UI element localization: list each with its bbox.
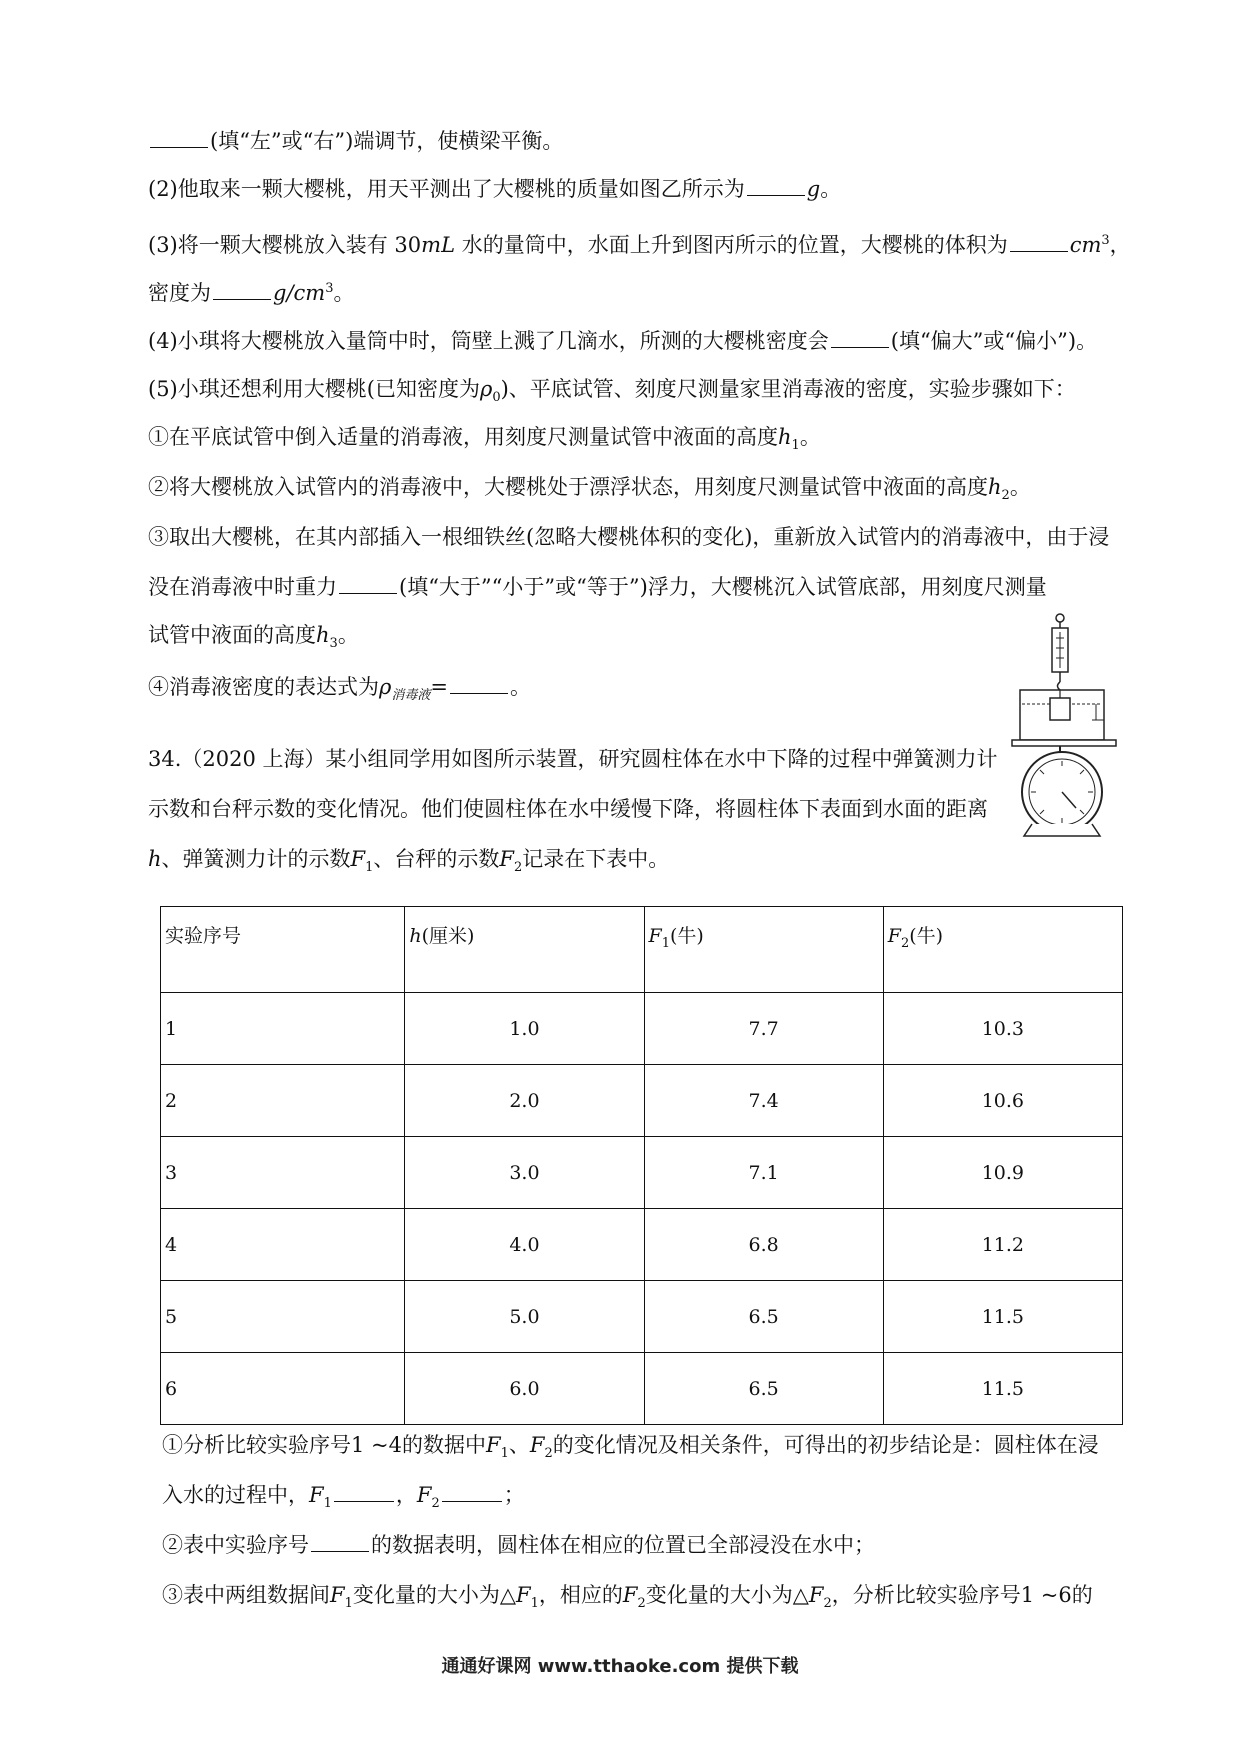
- table-cell: 7.7: [644, 993, 883, 1065]
- table-cell: 10.6: [883, 1065, 1122, 1137]
- question-33-step-3-cont: 没在消毒液中时重力 (填“大于”“小于”或“等于”)浮力，大樱桃沉入试管底部，用刻度尺测量: [148, 575, 1047, 599]
- table-row: [161, 1281, 1123, 1353]
- table-cell: 11.2: [883, 1209, 1122, 1281]
- table-cell: 6.8: [644, 1209, 883, 1281]
- question-34-item-3: ③表中两组数据间$F_1$变化量的大小为$\triangle F_1$，相应的$F_2$变化量的大小为$\triangle F_2$，分析比较实验序号1 ~6的: [162, 1583, 1093, 1612]
- table-cell: 5.0: [405, 1281, 644, 1353]
- header-cell: h(厘米): [405, 907, 644, 993]
- question-34-line-1: 34.（2020 上海）某小组同学用如图所示装置，研究圆柱体在水中下降的过程中弹簧测力计: [148, 747, 998, 771]
- question-33-step-1: ①在平底试管中倒入适量的消毒液，用刻度尺测量试管中液面的高度$h_1$。: [148, 425, 821, 454]
- question-33-line-1: (填“左”或“右”)端调节，使横梁平衡。: [148, 126, 563, 156]
- question-33-step-4: ④消毒液密度的表达式为$\rho_{消毒液}=$ 。: [148, 675, 531, 704]
- table-row: [161, 1209, 1123, 1281]
- table-cell: 7.1: [644, 1137, 883, 1209]
- table-cell: 11.5: [883, 1281, 1122, 1353]
- question-34-line-3: h、弹簧测力计的示数$F_1$、台秤的示数$F_2$记录在下表中。: [148, 847, 670, 876]
- table-cell: 5: [161, 1281, 405, 1353]
- table-cell: 10.3: [883, 993, 1122, 1065]
- answer-blank: [747, 177, 805, 196]
- table-row: [161, 1065, 1123, 1137]
- table-cell: 1.0: [405, 993, 644, 1065]
- answer-blank: [213, 281, 271, 300]
- answer-blank: [150, 129, 208, 148]
- table-cell: 6.5: [644, 1353, 883, 1425]
- table-cell: 4: [161, 1209, 405, 1281]
- header-cell: $F_2$(牛): [883, 907, 1122, 993]
- question-33-part-5: (5)小琪还想利用大樱桃(已知密度为$\rho_0$)、平底试管、刻度尺测量家里消毒液的密度，实验步骤如下：: [148, 377, 1076, 406]
- answer-blank: [339, 575, 397, 594]
- spring-scale-figure: [1010, 612, 1122, 838]
- experiment-data-table: [160, 906, 1123, 1425]
- page-footer: 通通好课网 www.tthaoke.com 提供下载: [441, 1656, 799, 1677]
- table-row: [161, 1137, 1123, 1209]
- table-cell: 4.0: [405, 1209, 644, 1281]
- table-cell: 6.5: [644, 1281, 883, 1353]
- question-34-item-1: ①分析比较实验序号1 ~4的数据中$F_1$、$F_2$的变化情况及相关条件，可得出的初步结论是：圆柱体在浸: [162, 1433, 1099, 1462]
- header-cell: $F_1$(牛): [644, 907, 883, 993]
- answer-blank: [311, 1533, 369, 1552]
- question-33-part-2: (2)他取来一颗大樱桃，用天平测出了大樱桃的质量如图乙所示为 g。: [148, 177, 842, 201]
- question-33-step-2: ②将大樱桃放入试管内的消毒液中，大樱桃处于漂浮状态，用刻度尺测量试管中液面的高度$h_2$。: [148, 475, 1031, 504]
- table-cell: 10.9: [883, 1137, 1122, 1209]
- header-cell: 实验序号: [161, 907, 405, 993]
- question-33-step-3-end: 试管中液面的高度$h_3$。: [148, 623, 359, 652]
- table-cell: 1: [161, 993, 405, 1065]
- table-cell: 3: [161, 1137, 405, 1209]
- table-header-row: [161, 907, 1123, 993]
- table-row: [161, 1353, 1123, 1425]
- table-cell: 6: [161, 1353, 405, 1425]
- answer-blank: [831, 329, 889, 348]
- table-cell: 3.0: [405, 1137, 644, 1209]
- table-cell: 2: [161, 1065, 405, 1137]
- answer-blank: [450, 675, 508, 694]
- question-33-part-3: (3)将一颗大樱桃放入装有 30mL 水的量筒中，水面上升到图丙所示的位置，大樱桃的体积为 $cm^3$，: [148, 233, 1131, 257]
- question-34-item-2: ②表中实验序号 的数据表明，圆柱体在相应的位置已全部浸没在水中；: [162, 1533, 875, 1557]
- table-cell: 11.5: [883, 1353, 1122, 1425]
- table-cell: 2.0: [405, 1065, 644, 1137]
- question-33-part-4: (4)小琪将大樱桃放入量筒中时，筒壁上溅了几滴水，所测的大樱桃密度会 (填“偏大”或“偏小”)。: [148, 329, 1098, 353]
- question-34-line-2: 示数和台秤示数的变化情况。他们使圆柱体在水中缓慢下降，将圆柱体下表面到水面的距离: [148, 797, 988, 821]
- table-cell: 6.0: [405, 1353, 644, 1425]
- table-cell: 7.4: [644, 1065, 883, 1137]
- question-33-step-3: ③取出大樱桃，在其内部插入一根细铁丝(忽略大樱桃体积的变化)，重新放入试管内的消毒液中，由于浸: [148, 525, 1110, 549]
- table-row: [161, 993, 1123, 1065]
- answer-blank: [442, 1483, 502, 1502]
- answer-blank: [334, 1483, 394, 1502]
- answer-blank: [1010, 233, 1068, 252]
- question-34-item-1-cont: 入水的过程中，$F_1$ ，$F_2$ ；: [162, 1483, 525, 1512]
- question-33-part-3-density: 密度为 $g/cm^3$。: [148, 281, 355, 305]
